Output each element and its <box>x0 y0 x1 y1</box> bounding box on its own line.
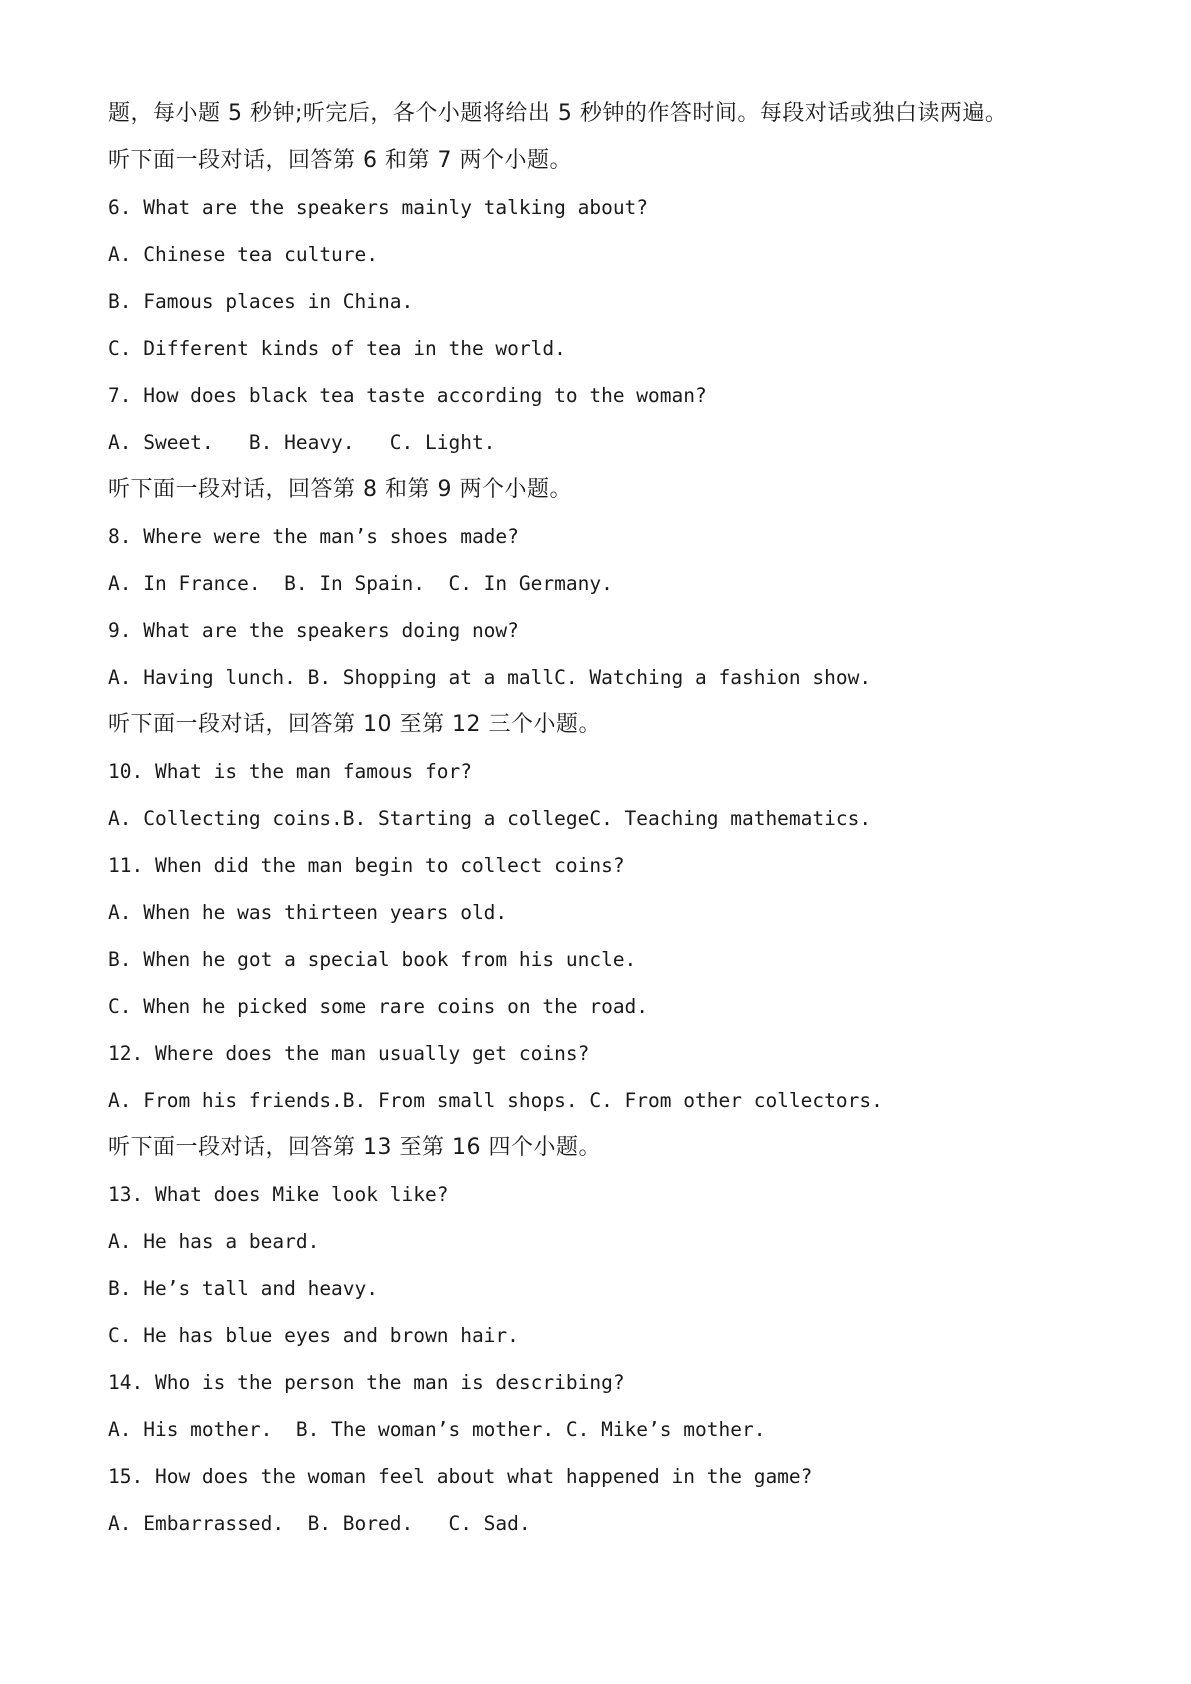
instruction-text: 题，每小题 5 秒钟;听完后，各个小题将给出 5 秒钟的作答时间。每段对话或独白读两遍。 <box>108 101 1008 126</box>
option-11c: C. When he picked some rare coins on the road. <box>108 995 649 1018</box>
option-6a: A. Chinese tea culture. <box>108 243 379 266</box>
option-13c: C. He has blue eyes and brown hair. <box>108 1324 519 1347</box>
question-9: 9. What are the speakers doing now? <box>108 619 519 642</box>
document-page <box>108 90 1108 1547</box>
option-11b: B. When he got a special book from his uncle. <box>108 948 637 971</box>
question-10: 10. What is the man famous for? <box>108 760 472 783</box>
section-heading: 听下面一段对话，回答第 10 至第 12 三个小题。 <box>108 712 601 737</box>
question-13: 13. What does Mike look like? <box>108 1183 449 1206</box>
option-6b: B. Famous places in China. <box>108 290 414 313</box>
option-13b: B. He’s tall and heavy. <box>108 1277 379 1300</box>
options-8: A. In France. B. In Spain. C. In Germany. <box>108 572 613 595</box>
question-12: 12. Where does the man usually get coins? <box>108 1042 590 1065</box>
section-heading: 听下面一段对话，回答第 8 和第 9 两个小题。 <box>108 477 572 502</box>
section-heading: 听下面一段对话，回答第 6 和第 7 两个小题。 <box>108 148 572 173</box>
options-10: A. Collecting coins.B. Starting a collegeC. Teaching mathematics. <box>108 807 872 830</box>
option-6c: C. Different kinds of tea in the world. <box>108 337 566 360</box>
options-7: A. Sweet. B. Heavy. C. Light. <box>108 431 496 454</box>
options-14: A. His mother. B. The woman’s mother. C. Mike’s mother. <box>108 1418 766 1441</box>
question-6: 6. What are the speakers mainly talking about? <box>108 196 649 219</box>
question-15: 15. How does the woman feel about what happened in the game? <box>108 1465 813 1488</box>
options-9: A. Having lunch. B. Shopping at a mallC. Watching a fashion show. <box>108 666 872 689</box>
options-15: A. Embarrassed. B. Bored. C. Sad. <box>108 1512 531 1535</box>
option-13a: A. He has a beard. <box>108 1230 320 1253</box>
question-8: 8. Where were the man’s shoes made? <box>108 525 519 548</box>
section-heading: 听下面一段对话，回答第 13 至第 16 四个小题。 <box>108 1135 601 1160</box>
options-12: A. From his friends.B. From small shops. C. From other collectors. <box>108 1089 883 1112</box>
option-11a: A. When he was thirteen years old. <box>108 901 508 924</box>
question-7: 7. How does black tea taste according to the woman? <box>108 384 707 407</box>
question-14: 14. Who is the person the man is describing? <box>108 1371 625 1394</box>
question-11: 11. When did the man begin to collect coins? <box>108 854 625 877</box>
